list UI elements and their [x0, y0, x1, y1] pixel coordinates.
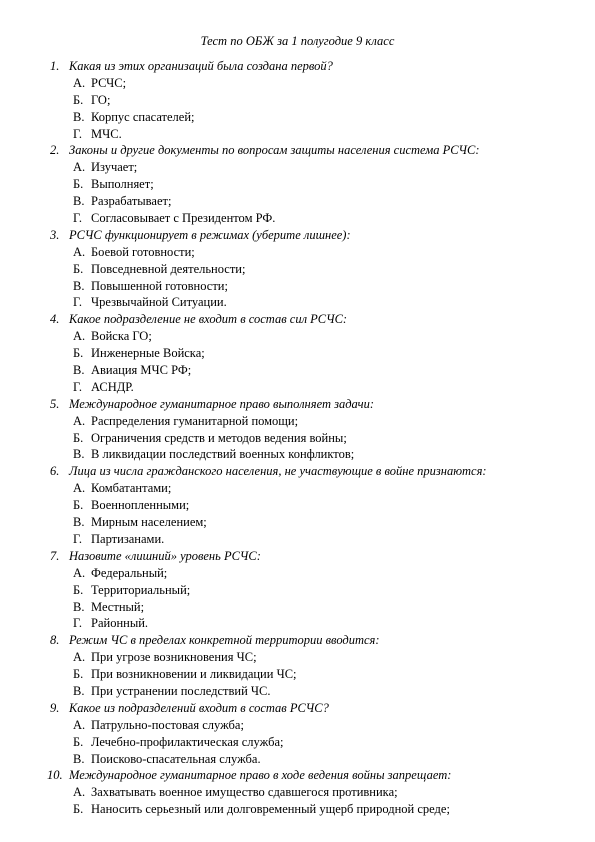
- answer-option: [0, 362, 595, 379]
- answer-option: [0, 294, 595, 311]
- question-block: [0, 142, 595, 226]
- answer-letter: В.: [73, 751, 85, 766]
- answer-letter: Г.: [73, 211, 82, 226]
- answer-option: [0, 210, 595, 227]
- answer-letter: В.: [73, 363, 85, 378]
- answer-letter: А.: [73, 329, 86, 344]
- answer-option: [0, 92, 595, 109]
- question-text: Какое подразделение не входит в состав сил РСЧС:: [69, 312, 348, 327]
- answer-option: [0, 599, 595, 616]
- answer-text: Районный.: [91, 616, 149, 631]
- question-number: 10.: [47, 768, 63, 783]
- answer-option: [0, 801, 595, 818]
- question-text: Международное гуманитарное право выполняет задачи:: [69, 396, 375, 411]
- question-block: [0, 58, 595, 142]
- answer-text: Войска ГО;: [91, 329, 152, 344]
- question-heading: [0, 767, 595, 784]
- question-heading: [0, 311, 595, 328]
- answer-text: Согласовывает с Президентом РФ.: [91, 211, 276, 226]
- answer-letter: В.: [73, 683, 85, 698]
- answer-option: [0, 446, 595, 463]
- answer-text: Инженерные Войска;: [91, 346, 205, 361]
- answer-text: Местный;: [91, 599, 145, 614]
- answer-text: Лечебно-профилактическая служба;: [91, 734, 284, 749]
- answer-option: [0, 480, 595, 497]
- answer-option: [0, 666, 595, 683]
- answer-letter: В.: [73, 515, 85, 530]
- answer-option: [0, 582, 595, 599]
- answer-letter: Г.: [73, 295, 82, 310]
- answer-text: Чрезвычайной Ситуации.: [91, 295, 227, 310]
- answer-text: При устранении последствий ЧС.: [91, 683, 271, 698]
- question-block: [0, 227, 595, 311]
- answer-letter: А.: [73, 413, 86, 428]
- question-block: [0, 311, 595, 395]
- question-text: РСЧС функционирует в режимах (уберите лишнее):: [69, 227, 351, 242]
- question-heading: [0, 632, 595, 649]
- question-number: 2.: [50, 143, 60, 158]
- question-block: [0, 767, 595, 818]
- answer-option: [0, 784, 595, 801]
- answer-option: [0, 159, 595, 176]
- answer-text: Авиация МЧС РФ;: [91, 363, 192, 378]
- answer-option: [0, 244, 595, 261]
- question-list: [0, 58, 595, 818]
- question-number: 9.: [50, 700, 60, 715]
- question-number: 3.: [50, 227, 60, 242]
- answer-text: Федеральный;: [91, 565, 168, 580]
- answer-letter: А.: [73, 481, 86, 496]
- answer-text: Повышенной готовности;: [91, 278, 228, 293]
- answer-text: Военнопленными;: [91, 498, 190, 513]
- answer-text: Изучает;: [91, 160, 138, 175]
- answer-letter: Б.: [73, 667, 84, 682]
- answer-text: Территориальный;: [91, 582, 191, 597]
- question-text: Режим ЧС в пределах конкретной территории вводится:: [69, 633, 380, 648]
- answer-option: [0, 176, 595, 193]
- question-block: [0, 396, 595, 464]
- answer-text: Выполняет;: [91, 177, 154, 192]
- question-number: 1.: [50, 59, 60, 73]
- question-heading: [0, 548, 595, 565]
- question-number: 7.: [50, 548, 60, 563]
- question-text: Лица из числа гражданского населения, не участвующие в войне признаются:: [69, 464, 487, 479]
- answer-letter: Г.: [73, 126, 82, 141]
- answer-letter: В.: [73, 278, 85, 293]
- answer-letter: Б.: [73, 346, 84, 361]
- answer-option: [0, 278, 595, 295]
- answer-option: [0, 379, 595, 396]
- answer-option: [0, 328, 595, 345]
- question-number: 6.: [50, 464, 60, 479]
- answer-letter: В.: [73, 109, 85, 124]
- question-text: Назовите «лишний» уровень РСЧС:: [69, 548, 261, 563]
- answer-text: При угрозе возникновения ЧС;: [91, 650, 257, 665]
- answer-letter: А.: [73, 565, 86, 580]
- answer-text: ГО;: [91, 92, 111, 107]
- answer-letter: А.: [73, 75, 86, 90]
- answer-text: Захватывать военное имущество сдавшегося противника;: [91, 785, 398, 800]
- answer-letter: Б.: [73, 498, 84, 513]
- answer-option: [0, 413, 595, 430]
- answer-option: [0, 514, 595, 531]
- answer-text: Распределения гуманитарной помощи;: [91, 413, 299, 428]
- question-heading: [0, 227, 595, 244]
- answer-text: Боевой готовности;: [91, 244, 195, 259]
- answer-option: [0, 126, 595, 143]
- answer-letter: А.: [73, 717, 86, 732]
- answer-text: МЧС.: [91, 126, 122, 141]
- answer-letter: Г.: [73, 379, 82, 394]
- answer-option: [0, 717, 595, 734]
- answer-letter: Б.: [73, 261, 84, 276]
- question-block: [0, 632, 595, 700]
- answer-option: [0, 734, 595, 751]
- page-title: Тест по ОБЖ за 1 полугодие 9 класс: [200, 34, 395, 48]
- answer-text: Патрульно-постовая служба;: [91, 717, 244, 732]
- answer-letter: А.: [73, 244, 86, 259]
- answer-text: РСЧС;: [91, 75, 127, 90]
- answer-option: [0, 261, 595, 278]
- answer-option: [0, 531, 595, 548]
- answer-option: [0, 615, 595, 632]
- answer-text: АСНДР.: [91, 379, 134, 394]
- answer-text: Повседневной деятельности;: [91, 261, 246, 276]
- answer-option: [0, 193, 595, 210]
- answer-option: [0, 649, 595, 666]
- question-number: 4.: [50, 312, 60, 327]
- question-number: 5.: [50, 396, 60, 411]
- answer-text: В ликвидации последствий военных конфликтов;: [91, 447, 355, 462]
- question-text: Законы и другие документы по вопросам защиты населения система РСЧС:: [69, 143, 480, 158]
- answer-text: Ограничения средств и методов ведения войны;: [91, 430, 347, 445]
- question-text: Какая из этих организаций была создана первой?: [69, 59, 333, 73]
- question-heading: [0, 463, 595, 480]
- question-text: Какое из подразделений входит в состав РСЧС?: [69, 700, 329, 715]
- question-heading: [0, 142, 595, 159]
- answer-option: [0, 345, 595, 362]
- question-block: [0, 700, 595, 768]
- question-number: 8.: [50, 633, 60, 648]
- answer-text: Наносить серьезный или долговременный ущерб природной среде;: [91, 802, 450, 817]
- answer-option: [0, 109, 595, 126]
- answer-letter: А.: [73, 650, 86, 665]
- answer-letter: Б.: [73, 802, 84, 817]
- answer-option: [0, 683, 595, 700]
- question-block: [0, 463, 595, 547]
- answer-option: [0, 565, 595, 582]
- question-heading: [0, 700, 595, 717]
- question-block: [0, 548, 595, 632]
- question-text: Международное гуманитарное право в ходе ведения войны запрещает:: [69, 768, 452, 783]
- question-heading: [0, 58, 595, 75]
- answer-letter: Г.: [73, 616, 82, 631]
- answer-letter: Б.: [73, 92, 84, 107]
- answer-letter: А.: [73, 785, 86, 800]
- answer-text: Мирным населением;: [91, 515, 207, 530]
- answer-letter: Б.: [73, 582, 84, 597]
- answer-text: Поисково-спасательная служба.: [91, 751, 261, 766]
- answer-text: Партизанами.: [91, 531, 165, 546]
- answer-letter: А.: [73, 160, 86, 175]
- answer-option: [0, 75, 595, 92]
- answer-text: Комбатантами;: [91, 481, 172, 496]
- answer-text: Разрабатывает;: [91, 194, 172, 209]
- answer-text: Корпус спасателей;: [91, 109, 195, 124]
- answer-letter: Б.: [73, 177, 84, 192]
- question-heading: [0, 396, 595, 413]
- answer-text: При возникновении и ликвидации ЧС;: [91, 667, 297, 682]
- answer-option: [0, 497, 595, 514]
- answer-letter: Б.: [73, 734, 84, 749]
- answer-option: [0, 751, 595, 768]
- answer-option: [0, 430, 595, 447]
- answer-letter: В.: [73, 447, 85, 462]
- answer-letter: В.: [73, 599, 85, 614]
- answer-letter: В.: [73, 194, 85, 209]
- answer-letter: Г.: [73, 531, 82, 546]
- answer-letter: Б.: [73, 430, 84, 445]
